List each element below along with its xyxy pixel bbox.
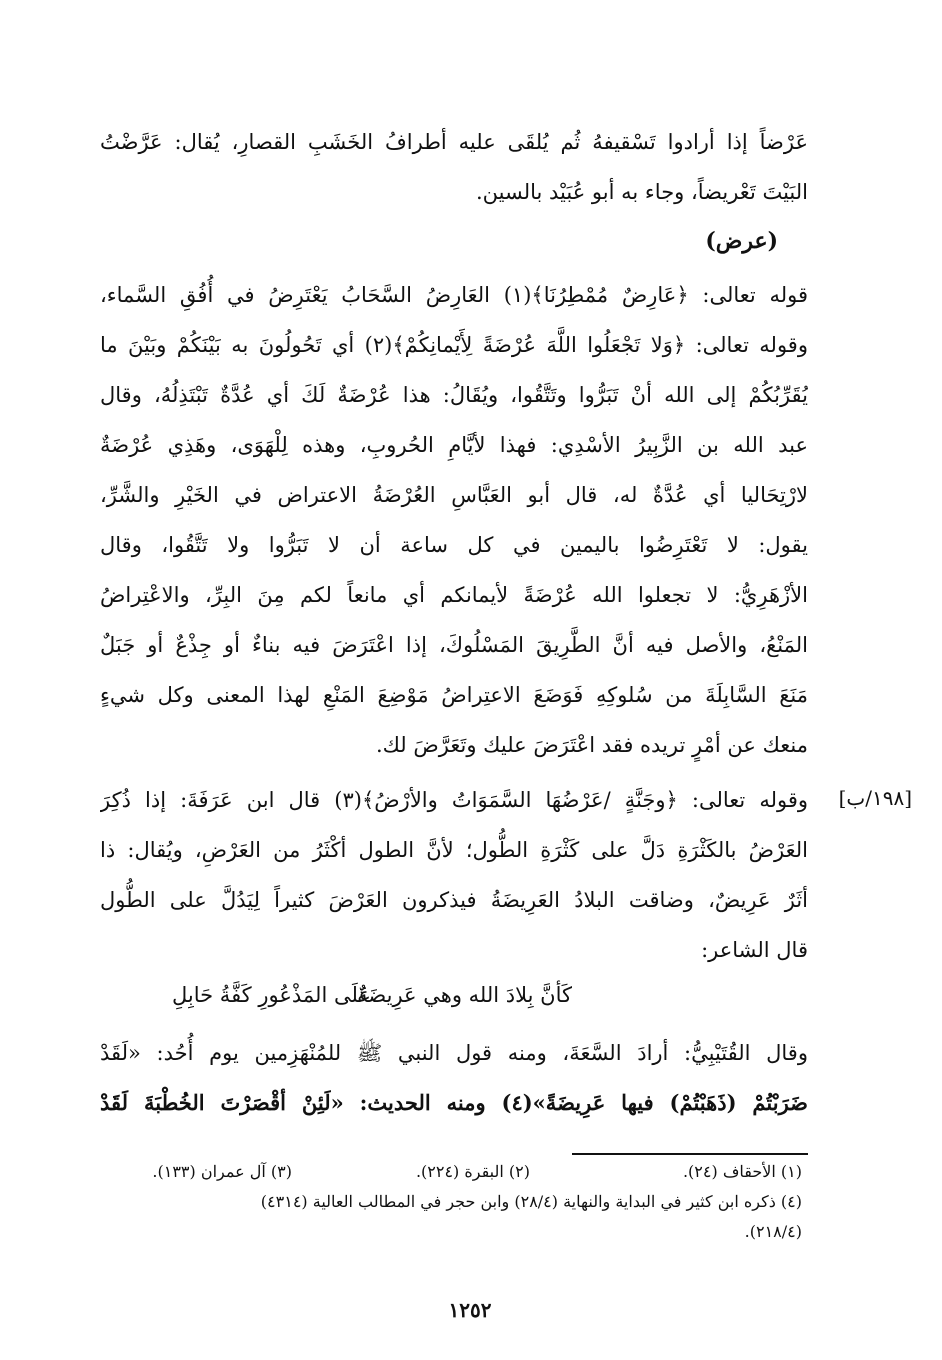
footnote-1: (١) الأحقاف (٢٤).: [682, 1162, 802, 1181]
body-line: لارْتِحَاليا أي عُدَّةٌ له، قال أبو العَبَّاسِ العُرْضَةُ الاعتراض في الخَيْرِ والشَّرِّ،: [100, 483, 808, 507]
body-line: البَيْتَ تَعْريضاً، وجاء به أبو عُبَيْد بالسين.: [475, 180, 808, 204]
body-line: المَنْعُ، والأصل فيه أنَّ الطَّرِيقَ المَسْلُوكَ، إذا اعْتَرَضَ فيه بناءٌ أو جِذْعٌ أو جَبَلٌ: [100, 633, 808, 657]
body-line: العَرْضُ بالكَثْرَةِ دَلَّ على كَثْرَةِ الطُّول؛ لأنَّ الطول أكْثَرُ من العَرْضِ، ويُقال: ذا: [100, 838, 808, 862]
body-line: أثَرٌ عَرِيضٌ، وضاقت البلادُ العَرِيضَةُ فيذكرون العَرْضَ كثيراً لِيَدُلَّ على الطُّول: [100, 888, 808, 912]
verse-second-hemistich: عَلَى المَذْعُورِ كَفَّةُ حَابِلِ: [172, 983, 371, 1007]
body-line: قوله تعالى: ﴿عَارِضٌ مُمْطِرُنَا﴾(١) العَارِضُ السَّحَابُ يَعْتَرِضُ في أُفُقِ السَّماء،: [100, 283, 808, 307]
margin-folio-note: [١٩٨/ب]: [838, 786, 912, 810]
body-line: يُقَرِّبُكُمْ إلى الله أنْ تَبَرُّوا وتَتَّقُوا، ويُقَالُ: هذا عُرْضَةٌ لَكَ أي عُدَّةٌ تَبْتَذِلُهُ، وقال: [100, 383, 808, 407]
body-line: عَرْضاً إذا أرادوا تَسْقيفهُ ثُم يُلقَى عليه أطرافُ الخَشَبِ القصارِ، يُقال: عَرَّضْتُ: [100, 130, 808, 154]
body-line: الأزْهَرِيُّ: لا تجعلوا الله عُرْضَةً لأيمانكم أي مانعاً لكم مِنَ البِرِّ، والاعْتِراضُ: [100, 583, 808, 607]
body-line: يقول: لا تَعْتَرِضُوا باليمين في كل ساعة أن لا تَبَرُّوا ولا تَتَّقُوا، وقال: [100, 533, 808, 557]
body-line: مَنَعَ السَّابِلَةَ من سُلوكِهِ فَوَضَعَ الاعتِراضُ مَوْضِعَ المَنْعِ لهذا المعنى وكل شيءٍ: [100, 683, 808, 707]
footnote-separator: [572, 1153, 808, 1155]
verse-first-hemistich: كَأنَّ بِلادَ الله وهي عَرِيضَةٌ: [357, 983, 572, 1007]
body-line: وقوله تعالى: ﴿وجَنَّةٍ /عَرْضُهَا السَّمَوَاتُ والأرْضُ﴾(٣) قال ابن عَرَفَةَ: إذا ذُكِرَ: [100, 788, 808, 812]
footnote-2: (٢) البقرة (٢٢٤).: [415, 1162, 530, 1181]
body-line: وقوله تعالى: ﴿وَلا تَجْعَلُوا اللَّهَ عُرْضَةً لِأَيْمانِكُمْ﴾(٢) أي تَحُولُونَ به بَيْنَكُمْ وبَيْنَ ما: [100, 333, 808, 357]
body-line: قال الشاعر:: [701, 938, 808, 962]
footnote-3: (٣) آل عمران (١٣٣).: [152, 1162, 292, 1181]
page-number: ١٢٥٢: [448, 1298, 492, 1322]
body-line: عبد الله بن الزَّبِيرُ الأسْدِي: فهذا لأيَّامِ الحُروبِ، وهذه لِلْهَوَى، وهَذِي عُرْضَةٌ: [100, 433, 808, 457]
body-line: ضَرَبْتُمْ (ذَهَبْتُمْ) فيها عَرِيضَةً»(٤) ومنه الحديث: «لَئِنْ أقْصَرْتَ الخُطْبَةَ لَقَدْ: [100, 1090, 808, 1115]
body-line: منعك عن أمْرٍ تريده فقد اعْتَرَضَ عليك وتَعَرَّضَ لك.: [375, 733, 808, 757]
footnote-4: (٤) ذكره ابن كثير في البداية والنهاية (٢٨/٤) وابن حجر في المطالب العالية (٤٣١٤): [260, 1192, 802, 1211]
body-line: وقال القُتَيْبِيُّ: أرادَ السَّعَةَ، ومنه قول النبي ﷺ للمُنْهَزِمين يوم أُحُد: «لَقَدْ: [100, 1041, 808, 1065]
section-heading: (عرض): [705, 228, 778, 254]
footnote-4-continued: (٢١٨/٤).: [744, 1222, 802, 1241]
